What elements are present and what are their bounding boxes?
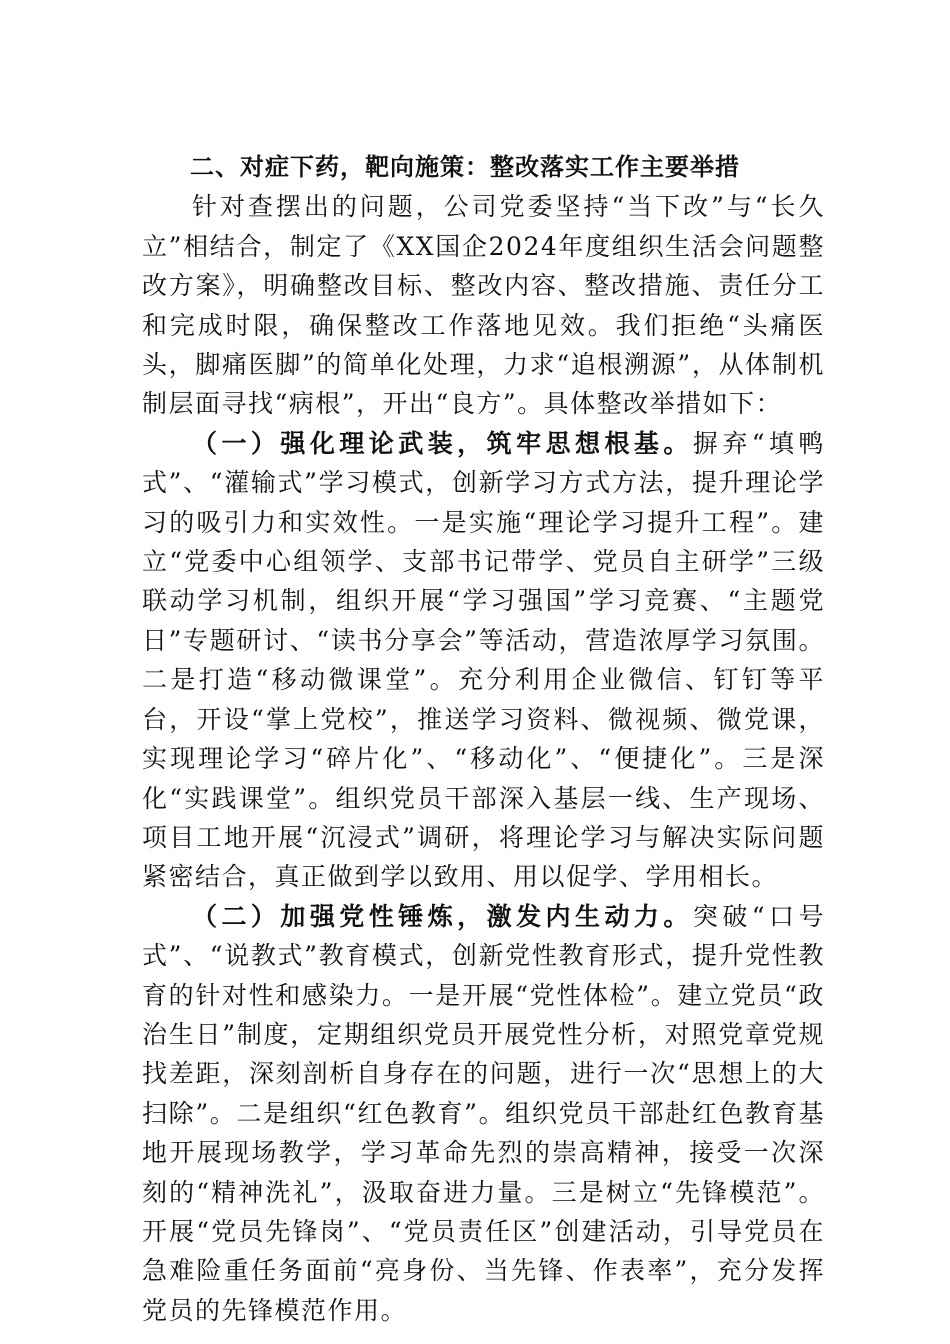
section-2-body: 突破“口号式”、“说教式”教育模式，创新党性教育形式，提升党性教育的针对性和感染力。一是开展“党性体检”。建立党员“政治生日”制度，定期组织党员开展党性分析，对照党章党规找差距，深刻剖析自身存在的问题，进行一次“思想上的大扫除”。二是组织“红色教育”。组织党员干部赴红色教育基地开展现场教学，学习革命先烈的崇高精神，接受一次深刻的“精神洗礼”，汲取奋进力量。三是树立“先锋模范”。开展“党员先锋岗”、“党员责任区”创建活动，引导党员在急难险重任务面前“亮身份、当先锋、作表率”，充分发挥党员的先锋模范作用。 [142, 901, 825, 1325]
intro-paragraph: 针对查摆出的问题，公司党委坚持“当下改”与“长久立”相结合，制定了《XX国企2024年度组织生活会问题整改方案》，明确整改目标、整改内容、整改措施、责任分工和完成时限，确保整改工作落地见效。我们拒绝“头痛医头，脚痛医脚”的简单化处理，力求“追根溯源”，从体制机制层面寻找“病根”，开出“良方”。具体整改举措如下： [142, 192, 825, 419]
section-heading: 二、对症下药，靶向施策：整改落实工作主要举措 [190, 153, 740, 181]
section-1-lead: （一）强化理论武装，筑牢思想根基。 [192, 428, 693, 458]
section-2-lead: （二）加强党性锤炼，激发内生动力。 [192, 901, 693, 931]
document-body [142, 148, 825, 1330]
section-2-paragraph [142, 897, 825, 1330]
section-1-body: 摒弃“填鸭式”、“灌输式”学习模式，创新学习方式方法，提升理论学习的吸引力和实效性。一是实施“理论学习提升工程”。建立“党委中心组领学、支部书记带学、党员自主研学”三级联动学习机制，组织开展“学习强国”学习竞赛、“主题党日”专题研讨、“读书分享会”等活动，营造浓厚学习氛围。二是打造“移动微课堂”。充分利用企业微信、钉钉等平台，开设“掌上党校”，推送学习资料、微视频、微党课，实现理论学习“碎片化”、“移动化”、“便捷化”。三是深化“实践课堂”。组织党员干部深入基层一线、生产现场、项目工地开展“沉浸式”调研，将理论学习与解决实际问题紧密结合，真正做到学以致用、用以促学、学用相长。 [142, 428, 825, 892]
section-1-paragraph [142, 424, 825, 897]
